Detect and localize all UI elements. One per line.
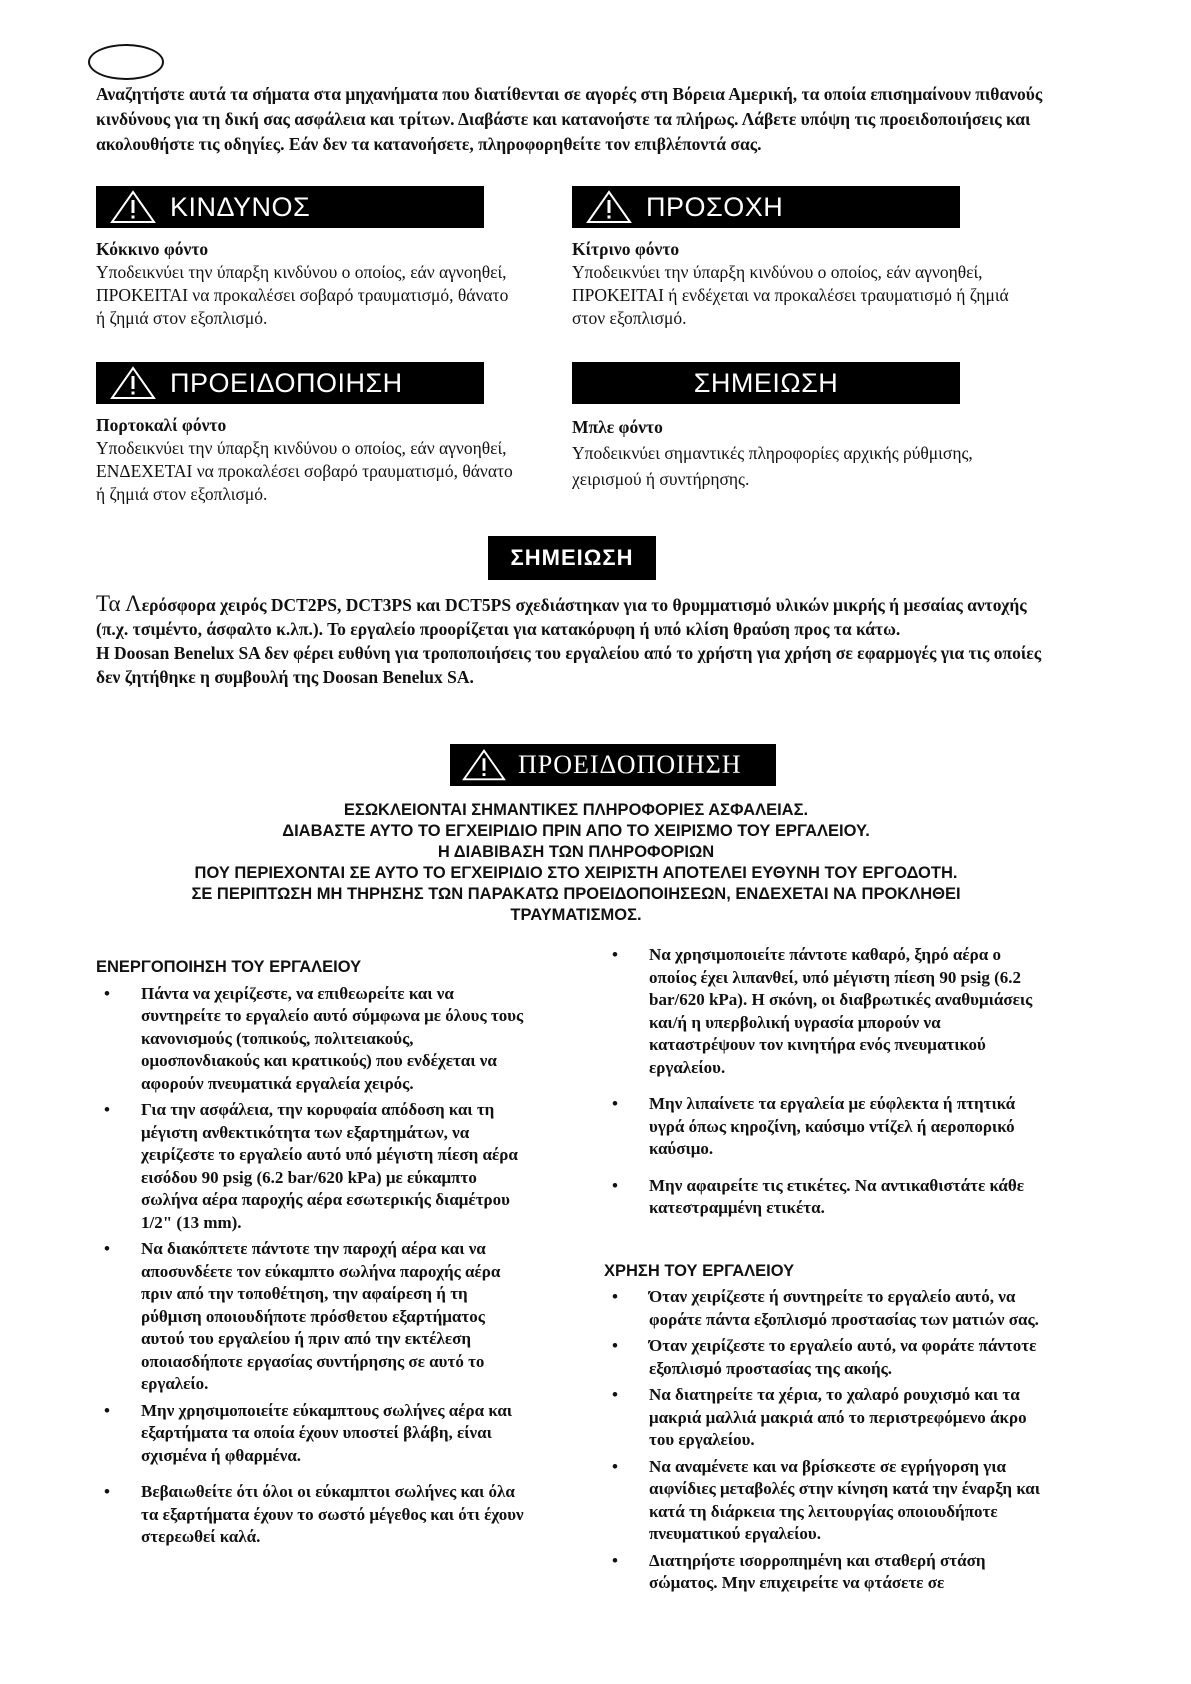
danger-banner: [96, 186, 484, 228]
bullet-icon: •: [612, 1336, 618, 1355]
warning-triangle-icon: [110, 366, 156, 400]
warning-2-label: ΠΡΟΕΙΔΟΠΟΙΗΣΗ: [518, 750, 742, 779]
bullet-icon: •: [104, 1482, 110, 1501]
intro-paragraph: Αναζητήστε αυτά τα σήματα στα μηχανήματα που διατίθενται σε αγορές στη Βόρεια Αμερική, τα οποία επισημαίνουν πιθανούς κινδύνους για τη δική σας ασφάλεια και τρίτων. Διαβάστε και κατανοήστε τα πλήρως. Λάβετε υπόψη τις προειδοποιήσεις και ακολουθήστε τις οδηγίες. Εάν δεν τα κατανοήσετε, πληροφορηθείτε τον επιβλέποντά σας.: [96, 84, 1043, 154]
right-list-bottom: [604, 1286, 1044, 1595]
language-marker-oval: [88, 44, 164, 80]
list-item: [604, 1384, 1044, 1452]
note-label: ΣΗΜΕΙΩΣΗ: [488, 536, 656, 580]
notice-text: Υποδεικνύει σημαντικές πληροφορίες αρχικής ρύθμισης, χειρισμού ή συντήρησης.: [572, 443, 973, 489]
caution-description: [572, 238, 1042, 330]
caps-line: ΔΙΑΒΑΣΤΕ ΑΥΤΟ ΤΟ ΕΓΧΕΙΡΙΔΙΟ ΠΡΙΝ ΑΠΟ ΤΟ ΧΕΙΡΙΣΜΟ ΤΟΥ ΕΡΓΑΛΕΙΟΥ.: [282, 822, 870, 840]
list-item-text: Πάντα να χειρίζεστε, να επιθεωρείτε και να συντηρείτε το εργαλείο αυτό σύμφωνα με όλους τους κανονισμούς (τοπικούς, πολιτειακούς, ομοσπονδιακούς και κρατικούς) που ενδέχεται να αφορούν πνευματικά εργαλεία χειρός.: [141, 983, 524, 1093]
list-item-text: Βεβαιωθείτε ότι όλοι οι εύκαμπτοι σωλήνες και όλα τα εξαρτήματα έχουν το σωστό μέγεθος και ότι έχουν στερεωθεί καλά.: [141, 1482, 524, 1546]
warning-description: [96, 414, 516, 506]
caution-color: Κίτρινο φόντο: [572, 239, 680, 259]
bullet-icon: •: [104, 1239, 110, 1258]
list-item: [604, 1550, 1044, 1595]
list-item: [96, 1400, 528, 1468]
bullet-icon: •: [612, 1456, 618, 1476]
warning-text: Υποδεικνύει την ύπαρξη κινδύνου ο οποίος, εάν αγνοηθεί, ΕΝΔΕΧΕΤΑΙ να προκαλέσει σοβαρό τραυματισμό, θάνατο ή ζημιά στον εξοπλισμό.: [96, 438, 513, 504]
list-item-text: Να διακόπτετε πάντοτε την παροχή αέρα και να αποσυνδέετε τον εύκαμπτο σωλήνα παροχής αέρα πριν από την τοποθέτηση, την αφαίρεση ή τη ρύθμιση οποιουδήποτε πρόσθετου εξαρτήματος αυτού του εργαλείου ή πριν από την εκτέλεση οποιασδήποτε εργασίας συντήρησης σε αυτό το εργαλείο.: [141, 1239, 501, 1393]
left-section-heading: ΕΝΕΡΓΟΠΟΙΗΣΗ ΤΟΥ ΕΡΓΑΛΕΙΟΥ: [96, 958, 362, 976]
danger-label: ΚΙΝΔΥΝΟΣ: [170, 191, 311, 222]
notice-banner: [572, 362, 960, 404]
warning-banner-2: [450, 744, 776, 786]
bullet-icon: •: [612, 1287, 618, 1306]
caps-line: ΕΣΩΚΛΕΙΟΝΤΑΙ ΣΗΜΑΝΤΙΚΕΣ ΠΛΗΡΟΦΟΡΙΕΣ ΑΣΦΑΛΕΙΑΣ.: [343, 801, 809, 819]
caution-text: Υποδεικνύει την ύπαρξη κινδύνου ο οποίος, εάν αγνοηθεί, ΠΡΟΚΕΙΤΑΙ ή ενδέχεται να προκαλέσει τραυματισμό ή ζημιά στον εξοπλισμό.: [572, 262, 1009, 328]
right-list-top: [604, 944, 1044, 1220]
safety-notice-caps: [96, 800, 1056, 926]
caps-line: ΣΕ ΠΕΡΙΠΤΩΣΗ ΜΗ ΤΗΡΗΣΗΣ ΤΩΝ ΠΑΡΑΚΑΤΩ ΠΡΟΕΙΔΟΠΟΙΗΣΕΩΝ, ΕΝΔΕΧΕΤΑΙ ΝΑ ΠΡΟΚΛΗΘΕΙ: [191, 885, 961, 903]
list-item-text: Να αναμένετε και να βρίσκεστε σε εγρήγορση για αιφνίδιες μεταβολές στην κίνηση κατά την έναρξη και κατά τη διάρκεια της λειτουργίας οποιουδήποτε πνευματικού εργαλείου.: [649, 1456, 1041, 1543]
note-paragraphs: [96, 592, 1056, 689]
caps-line: ΠΟΥ ΠΕΡΙΕΧΟΝΤΑΙ ΣΕ ΑΥΤΟ ΤΟ ΕΓΧΕΙΡΙΔΙΟ ΣΤΟ ΧΕΙΡΙΣΤΗ ΑΠΟΤΕΛΕΙ ΕΥΘΥΝΗ ΤΟΥ ΕΡΓΟΔΟΤΗ.: [194, 864, 958, 882]
list-item: [604, 1335, 1044, 1380]
bullet-icon: •: [104, 1400, 110, 1420]
list-item-text: Να διατηρείτε τα χέρια, το χαλαρό ρουχισμό και τα μακριά μαλλιά μακριά από το περιστρεφόμενο άκρο του εργαλείου.: [649, 1385, 1027, 1449]
left-column: [96, 956, 528, 1553]
note-paragraph-1-text: ερόσφορα χειρός DCT2PS, DCT3PS και DCT5PS σχεδιάστηκαν για το θρυμματισμό υλικών μικρής ή μεσαίας αντοχής (π.χ. τσιμέντο, άσφαλτο κ.λπ.). Το εργαλείο προορίζεται για κατακόρυφη ή υπό κλίση θραύση προς τα κάτω.: [96, 595, 1027, 639]
caution-banner: [572, 186, 960, 228]
bullet-icon: •: [104, 983, 110, 1003]
list-item-text: Για την ασφάλεια, την κορυφαία απόδοση και τη μέγιστη ανθεκτικότητα των εξαρτημάτων, να χειρίζεστε το εργαλείο αυτό υπό μέγιστη πίεση αέρα εισόδου 90 psig (6.2 bar/620 kPa) με εύκαμπτο σωλήνα αέρα παροχής αέρα εσωτερικής διαμέτρου 1/2" (13 mm).: [141, 1100, 518, 1232]
left-list: [96, 983, 528, 1549]
note-paragraph-1-lead: Τα Λ: [96, 591, 142, 616]
list-item: [604, 1286, 1044, 1331]
bullet-icon: •: [612, 1385, 618, 1404]
right-section-heading: ΧΡΗΣΗ ΤΟΥ ΕΡΓΑΛΕΙΟΥ: [604, 1261, 795, 1280]
notice-description: [572, 414, 1042, 492]
warning-color: Πορτοκαλί φόντο: [96, 415, 227, 435]
warning-triangle-icon: [110, 190, 156, 224]
note-paragraph-1: [96, 592, 1056, 641]
list-item-text: Μην αφαιρείτε τις ετικέτες. Να αντικαθιστάτε κάθε κατεστραμμένη ετικέτα.: [649, 1175, 1025, 1217]
list-item: [96, 1099, 528, 1234]
bullet-icon: •: [612, 1175, 618, 1195]
bullet-icon: •: [612, 1094, 618, 1113]
list-item: [96, 1238, 528, 1396]
warning-label: ΠΡΟΕΙΔΟΠΟΙΗΣΗ: [170, 367, 403, 398]
list-item-text: Να χρησιμοποιείτε πάντοτε καθαρό, ξηρό αέρα ο οποίος έχει λιπανθεί, υπό μέγιστη πίεση 90 psig (6.2 bar/620 kPa). Η σκόνη, οι διαβρωτικές αναθυμιάσεις και/ή η υπερβολική υγρασία μπορούν να καταστρέψουν τον κινητήρα ενός πνευματικού εργαλείου.: [649, 945, 1033, 1077]
danger-text: Υποδεικνύει την ύπαρξη κινδύνου ο οποίος, εάν αγνοηθεί, ΠΡΟΚΕΙΤΑΙ να προκαλέσει σοβαρό τραυματισμό, θάνατο ή ζημιά στον εξοπλισμό.: [96, 262, 509, 328]
bullet-icon: •: [612, 945, 618, 964]
list-item: [604, 944, 1044, 1079]
list-item: [604, 1175, 1044, 1220]
warning-triangle-icon: [586, 190, 632, 224]
list-item-text: Μην χρησιμοποιείτε εύκαμπτους σωλήνες αέρα και εξαρτήματα τα οποία έχουν υποστεί βλάβη, είναι σχισμένα ή φθαρμένα.: [141, 1400, 513, 1465]
list-item-text: Μην λιπαίνετε τα εργαλεία με εύφλεκτα ή πτητικά υγρά όπως κηροζίνη, καύσιμο ντίζελ ή αεροπορικό καύσιμο.: [649, 1094, 1016, 1158]
list-item-text: Διατηρήστε ισορροπημένη και σταθερή στάση σώματος. Μην επιχειρείτε να φτάσετε σε: [649, 1550, 986, 1592]
caps-line: ΤΡΑΥΜΑΤΙΣΜΟΣ.: [510, 906, 642, 924]
bullet-icon: •: [612, 1550, 618, 1570]
list-item: [604, 1456, 1044, 1546]
bullet-icon: •: [104, 1100, 110, 1119]
right-column: [604, 944, 1044, 1599]
danger-description: [96, 238, 516, 330]
list-item-text: Όταν χειρίζεστε το εργαλείο αυτό, να φοράτε πάντοτε εξοπλισμό προστασίας της ακοής.: [649, 1336, 1037, 1378]
list-item: [96, 983, 528, 1096]
notice-label: ΣΗΜΕΙΩΣΗ: [693, 367, 839, 398]
note-paragraph-2: Η Doosan Benelux SA δεν φέρει ευθύνη για τροποποιήσεις του εργαλείου από το χρήστη για χρήση σε εφαρμογές για τις οποίες δεν ζητήθηκε η συμβουλή της Doosan Benelux SA.: [96, 643, 1042, 687]
list-item: [604, 1093, 1044, 1161]
notice-color: Μπλε φόντο: [572, 417, 663, 437]
caution-label: ΠΡΟΣΟΧΗ: [646, 191, 784, 222]
list-item-text: Όταν χειρίζεστε ή συντηρείτε το εργαλείο αυτό, να φοράτε πάντα εξοπλισμό προστασίας των ματιών σας.: [649, 1287, 1039, 1329]
danger-color: Κόκκινο φόντο: [96, 239, 209, 259]
list-item: [96, 1481, 528, 1549]
caps-line: Η ΔΙΑΒΙΒΑΣΗ ΤΩΝ ΠΛΗΡΟΦΟΡΙΩΝ: [437, 843, 715, 861]
warning-banner: [96, 362, 484, 404]
warning-triangle-icon: [462, 748, 506, 782]
